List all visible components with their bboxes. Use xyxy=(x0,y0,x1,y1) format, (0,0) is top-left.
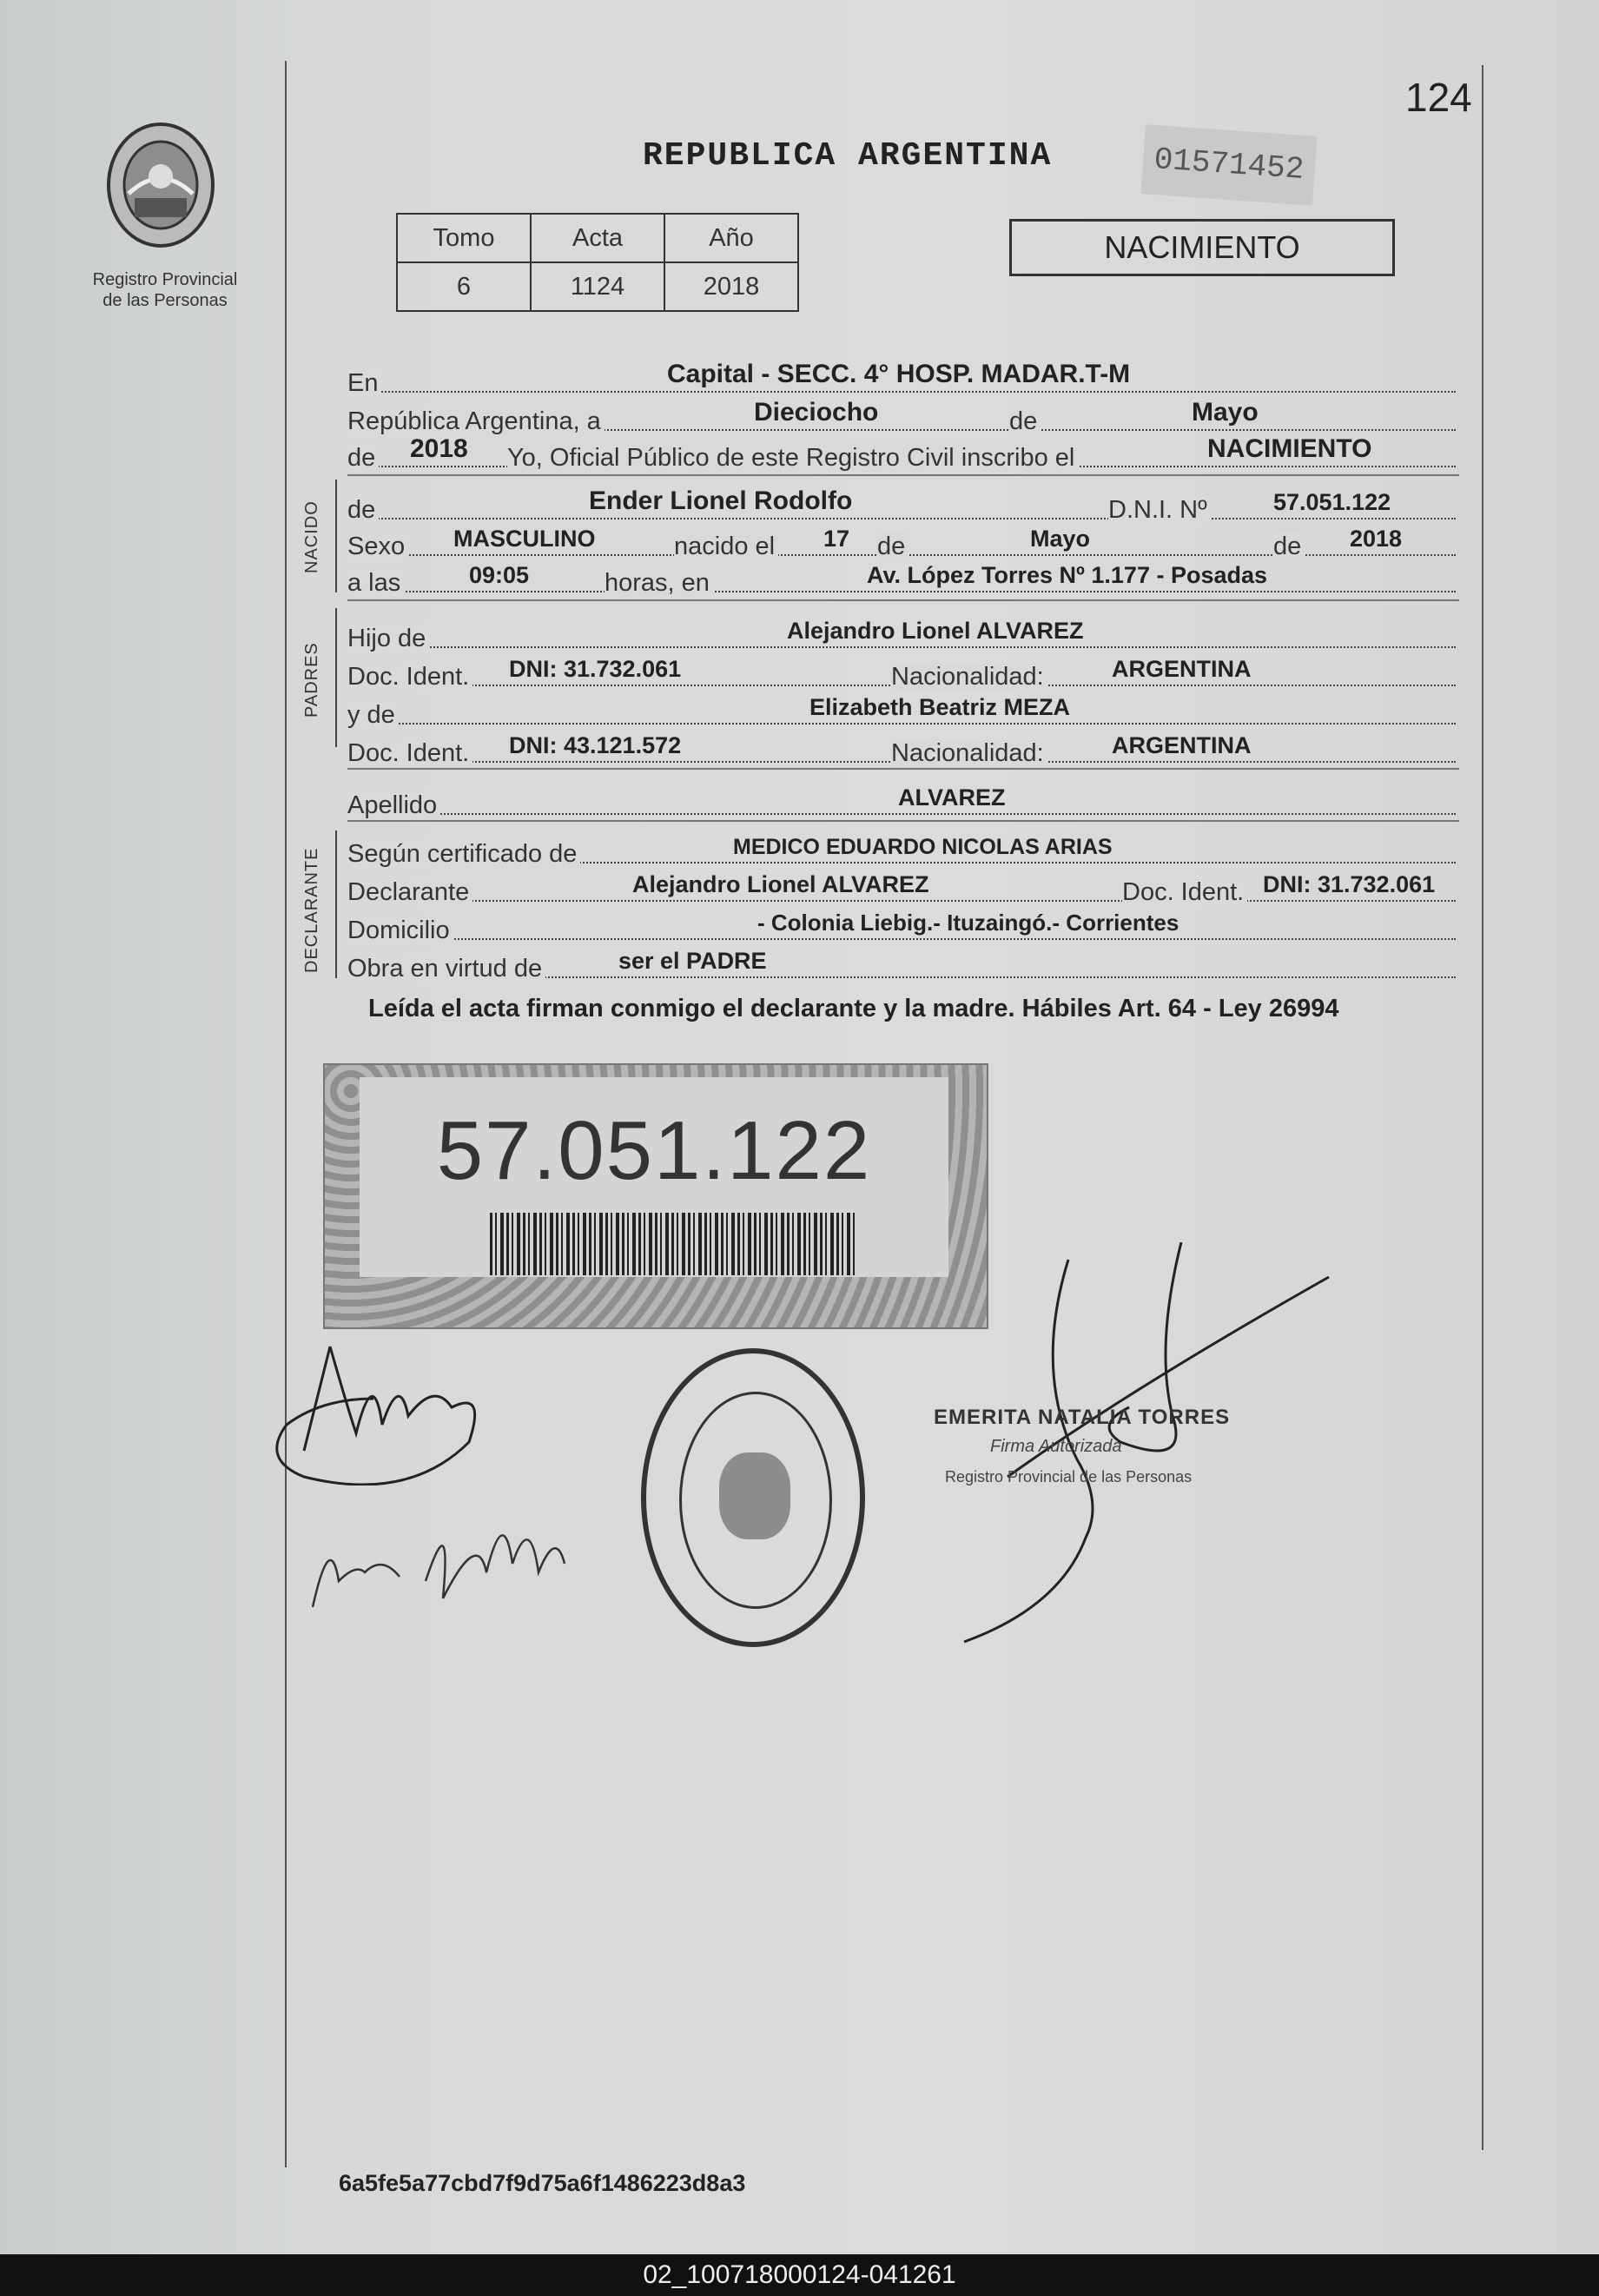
official-seal xyxy=(641,1348,865,1647)
dni-stamp-number: 57.051.122 xyxy=(436,1104,872,1197)
row-republica xyxy=(347,394,1456,435)
value-padre-doc: DNI: 31.732.061 xyxy=(509,656,682,682)
label-declarante: DECLARANTE xyxy=(302,847,321,973)
footer-filename: 02_100718000124-041261 xyxy=(0,2254,1599,2296)
label-a-las: a las xyxy=(347,569,404,598)
value-dni: 57.051.122 xyxy=(1273,489,1391,515)
label-de: de xyxy=(347,444,379,473)
label-padres: PADRES xyxy=(302,642,321,718)
label-doc: Doc. Ident. xyxy=(347,739,472,768)
row-en xyxy=(347,356,1456,397)
label-yo: Yo, Oficial Público de este Registro Civil inscribo el xyxy=(507,444,1078,473)
label-de: de xyxy=(347,496,379,525)
value-declarante: Alejandro Lionel ALVAREZ xyxy=(632,871,929,897)
serial-number: 01571452 xyxy=(1140,124,1317,206)
value-madre-nac: ARGENTINA xyxy=(1112,732,1252,758)
label-dni: D.N.I. Nº xyxy=(1108,496,1211,525)
label-doc: Doc. Ident. xyxy=(347,663,472,691)
label-domicilio: Domicilio xyxy=(347,916,453,945)
label-sexo: Sexo xyxy=(347,533,408,561)
table-cell: 2018 xyxy=(664,262,798,311)
table-cell: 1124 xyxy=(531,262,664,311)
value-name: Ender Lionel Rodolfo xyxy=(589,486,853,515)
separator xyxy=(347,599,1459,601)
value-en: Capital - SECC. 4° HOSP. MADAR.T-M xyxy=(667,360,1131,388)
separator xyxy=(347,474,1459,476)
label-declarante-field: Declarante xyxy=(347,878,472,907)
province-logo xyxy=(96,111,226,263)
section-bracket xyxy=(335,830,337,978)
registry-caption xyxy=(69,269,261,311)
separator xyxy=(347,820,1459,822)
section-bracket xyxy=(335,608,337,747)
row-padre-doc xyxy=(347,650,1456,691)
barcode xyxy=(490,1213,855,1275)
table-header-cell: Año xyxy=(664,214,798,262)
label-nacido-el: nacido el xyxy=(674,533,778,561)
mother-signature xyxy=(304,1477,582,1624)
document-title: REPUBLICA ARGENTINA xyxy=(643,137,1053,175)
label-republica: República Argentina, a xyxy=(347,407,605,436)
dni-stamp-inner xyxy=(360,1077,948,1277)
row-madre-doc xyxy=(347,726,1456,767)
label-de: de xyxy=(1273,533,1305,561)
act-type-box: NACIMIENTO xyxy=(1009,219,1395,276)
table-header-row xyxy=(397,214,798,262)
label-apellido: Apellido xyxy=(347,791,440,820)
label-nacionalidad: Nacionalidad: xyxy=(891,663,1047,691)
row-hijo xyxy=(347,612,1456,652)
separator xyxy=(347,768,1459,770)
label-en: En xyxy=(347,369,381,398)
row-madre xyxy=(347,688,1456,729)
section-bracket xyxy=(335,480,337,592)
closing-note: Leída el acta firman conmigo el declarante y la madre. Hábiles Art. 64 - Ley 26994 xyxy=(368,995,1339,1022)
declarant-signature xyxy=(269,1329,512,1485)
table-cell: 6 xyxy=(397,262,531,311)
value-certificado: MEDICO EDUARDO NICOLAS ARIAS xyxy=(733,835,1113,859)
row-certificado xyxy=(347,827,1456,868)
row-hora xyxy=(347,556,1456,597)
value-obra: ser el PADRE xyxy=(618,948,767,974)
label-certificado: Según certificado de xyxy=(347,840,580,869)
label-doc: Doc. Ident. xyxy=(1122,878,1247,907)
label-y-de: y de xyxy=(347,701,399,730)
label-horas-en: horas, en xyxy=(605,569,713,598)
registry-line-2: de las Personas xyxy=(102,291,228,310)
official-name: EMERITA NATALIA TORRES xyxy=(934,1406,1231,1429)
value-padre-nac: ARGENTINA xyxy=(1112,656,1252,682)
value-domicilio: - Colonia Liebig.- Ituzaingó.- Corrientes xyxy=(757,910,1179,936)
label-hijo-de: Hijo de xyxy=(347,625,429,653)
left-margin-line xyxy=(285,61,287,2167)
value-birth-year: 2018 xyxy=(1350,526,1403,552)
value-month: Mayo xyxy=(1192,398,1259,427)
tomo-acta-ano-table xyxy=(396,213,799,312)
value-birth-day: 17 xyxy=(823,526,850,552)
row-sexo xyxy=(347,519,1456,560)
value-lugar: Av. López Torres Nº 1.177 - Posadas xyxy=(867,562,1268,588)
value-hora: 09:05 xyxy=(469,562,530,588)
official-office: Registro Provincial de las Personas xyxy=(945,1468,1193,1485)
table-header-cell: Acta xyxy=(531,214,664,262)
value-padre: Alejandro Lionel ALVAREZ xyxy=(787,618,1084,644)
registry-line-1: Registro Provincial xyxy=(92,270,238,289)
label-nacido: NACIDO xyxy=(302,500,321,573)
value-madre: Elizabeth Beatriz MEZA xyxy=(809,694,1071,720)
value-inscribo: NACIMIENTO xyxy=(1207,434,1372,463)
label-nacionalidad: Nacionalidad: xyxy=(891,739,1047,768)
value-day-word: Dieciocho xyxy=(754,398,879,427)
value-birth-month: Mayo xyxy=(1030,526,1091,552)
document-hash: 6a5fe5a77cbd7f9d75a6f1486223d8a3 xyxy=(339,2170,746,2196)
dni-stamp xyxy=(323,1063,988,1329)
table-header-cell: Tomo xyxy=(397,214,531,262)
value-declarante-doc: DNI: 31.732.061 xyxy=(1263,871,1436,897)
row-domicilio xyxy=(347,903,1456,944)
row-apellido xyxy=(347,778,1456,819)
row-year xyxy=(347,431,1456,472)
value-sexo: MASCULINO xyxy=(453,526,596,552)
label-de: de xyxy=(877,533,909,561)
seal-emblem xyxy=(719,1452,790,1539)
official-role: Firma Autorizada xyxy=(990,1437,1122,1456)
page-number: 124 xyxy=(1405,75,1472,120)
label-de: de xyxy=(1009,407,1041,436)
value-year: 2018 xyxy=(410,434,468,463)
row-obra xyxy=(347,942,1456,983)
right-margin-line xyxy=(1482,65,1483,2150)
value-madre-doc: DNI: 43.121.572 xyxy=(509,732,682,758)
table-value-row xyxy=(397,262,798,311)
value-apellido: ALVAREZ xyxy=(898,784,1006,811)
row-name xyxy=(347,483,1456,524)
row-declarante xyxy=(347,865,1456,906)
label-obra: Obra en virtud de xyxy=(347,955,545,983)
